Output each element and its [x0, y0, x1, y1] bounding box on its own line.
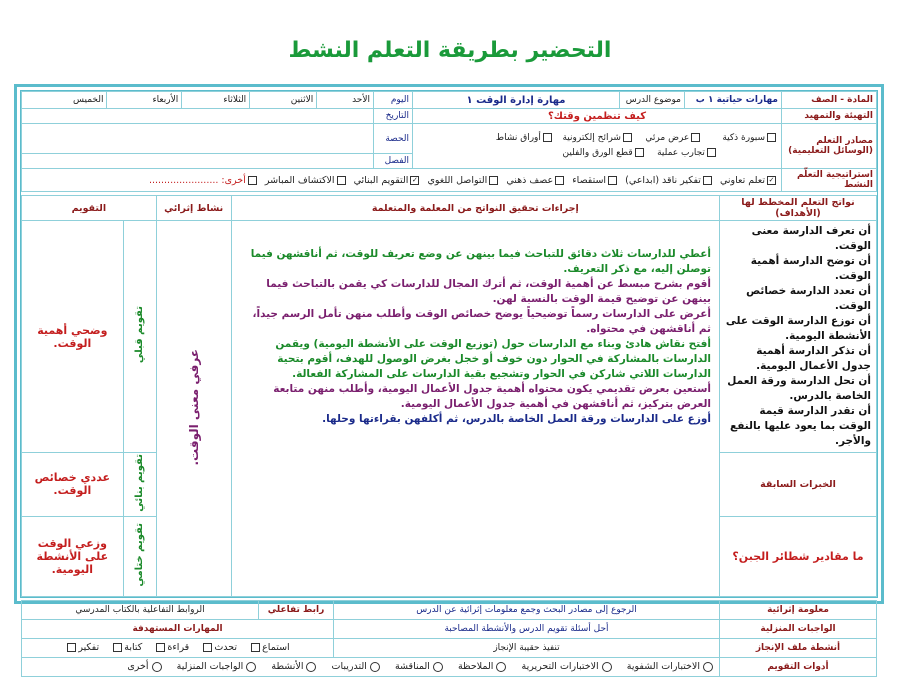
- checkbox-icon[interactable]: [67, 643, 76, 652]
- sources-list: [413, 124, 782, 169]
- interactive-value[interactable]: الروابط التفاعلية بالكتاب المدرسي: [22, 600, 259, 619]
- strategy-item[interactable]: عصف ذهني: [506, 175, 566, 186]
- radio-icon[interactable]: [152, 662, 162, 672]
- procedures-header: إجراءات تحقيق النواتج من المعلمة والمتعلمة: [231, 196, 719, 221]
- checkbox-icon[interactable]: [767, 133, 776, 142]
- skill-item[interactable]: تفكير: [65, 642, 99, 653]
- day-thu: الخميس: [22, 92, 107, 109]
- radio-icon[interactable]: [496, 662, 506, 672]
- source-item[interactable]: قطع الورق والفلين: [563, 148, 646, 158]
- strategy-item[interactable]: ✓تعلم تعاوني: [720, 174, 775, 186]
- checkbox-icon[interactable]: [543, 133, 552, 142]
- skill-item[interactable]: استماع: [249, 642, 290, 653]
- eval-text: عددي خصائص الوقت.: [22, 453, 124, 517]
- objective-item: أن توزع الدارسة الوقت على الأنشطة اليومية.: [725, 315, 871, 342]
- source-item[interactable]: تجارب عملية: [657, 148, 718, 158]
- procedure-item: أفتح نقاش هادئ وبناء مع الدارسات حول (توزيع الوقت على الأنشطة اليومية) ويقمن الدارسات بالمشاركة في الحوار دون خوف أو خجل بغرض الوصول للهدف، أقوم بتحية الدارسات اللاتي شاركن في الحوار وتشجيع بقية الدارسات على المشاركة الفعالة.: [275, 338, 711, 380]
- tool-item[interactable]: الواجبات المنزلية: [177, 661, 260, 672]
- tool-item[interactable]: أخرى: [127, 661, 164, 672]
- objective-item: أن تذكر الدارسة أهمية جدول الأعمال اليومية.: [756, 345, 871, 372]
- subject-value: مهارات حياتية ١ ب: [685, 92, 782, 109]
- checkbox-icon[interactable]: [691, 133, 700, 142]
- activity-cell: [156, 221, 231, 597]
- procedures-cell: [231, 221, 719, 597]
- checkbox-icon[interactable]: [337, 176, 346, 185]
- tool-item[interactable]: الأنشطة: [271, 661, 319, 672]
- checkbox-icon[interactable]: [248, 176, 257, 185]
- checkbox-icon[interactable]: [703, 176, 712, 185]
- radio-icon[interactable]: [703, 662, 713, 672]
- eval-text: وزعي الوقت على الأنشطة اليومية.: [22, 516, 124, 596]
- day-wed: الأربعاء: [107, 92, 182, 109]
- outcomes-header: نواتج التعلم المخطط لها (الأهداف): [720, 196, 877, 221]
- sources-label: مصادر التعلم (الوسائل التعليمية): [782, 124, 877, 169]
- period-cell: [22, 124, 374, 154]
- tools-list: [22, 657, 720, 676]
- date-label: التاريخ: [374, 109, 413, 124]
- homework-value: أحل أسئلة تقويم الدرس والأنشطة المصاحبة: [334, 619, 720, 638]
- skill-item[interactable]: تحدث: [201, 642, 237, 653]
- strategy-item[interactable]: تفكير ناقد (ابداعي): [625, 175, 714, 186]
- radio-icon[interactable]: [433, 662, 443, 672]
- procedure-item: أوزع على الدارسات ورقة العمل الخاصة بالدرس، ثم أكلفهن بقراءتها وحلها.: [322, 413, 711, 425]
- procedure-item: أستعين بعرض تقديمي يكون محتواه أهمية جدول الأعمال اليومية، وأطلب منهن متابعة العرض بتركيز، ثم أناقشهن في أهمية جدول الأعمال اليومية.: [273, 383, 711, 410]
- topic-label: موضوع الدرس: [620, 92, 685, 109]
- lesson-plan-frame: [14, 84, 884, 673]
- checkbox-icon[interactable]: [635, 148, 644, 157]
- class-label: الفصل: [374, 154, 413, 169]
- portfolio-value: تنفيذ حقيبة الإنجاز: [334, 638, 720, 657]
- strategy-item[interactable]: التواصل اللغوي: [427, 175, 500, 186]
- eval-type-cell: [123, 516, 156, 596]
- checkbox-icon[interactable]: [555, 176, 564, 185]
- prior-label: الخبرات السابقة: [720, 453, 877, 517]
- day-mon: الاثنين: [250, 92, 317, 109]
- main-table: [21, 195, 877, 597]
- skill-item[interactable]: كتابة: [111, 642, 142, 653]
- activity-value: عرفي معنى الوقت.: [186, 348, 201, 466]
- strategy-item[interactable]: ✓التقويم البنائي: [353, 174, 418, 186]
- eval-type: تقويم بنائي: [134, 454, 146, 512]
- tool-item[interactable]: الملاحظة: [458, 661, 509, 672]
- procedure-item: أعطي للدارسات ثلاث دقائق للتباحث فيما بينهن عن وضع تعريف للوقت، ثم أناقشهن فيما توصلن إليه، مع ذكر التعريف.: [250, 248, 711, 275]
- source-item[interactable]: شرائح إلكترونية: [562, 133, 633, 143]
- objective-item: أن تقدر الدارسة قيمة الوقت بما يعود عليها بالنفع والأجر.: [730, 405, 871, 447]
- tool-item[interactable]: الاختبارات التحريرية: [522, 661, 615, 672]
- eval-type: تقويم قبلي: [134, 306, 146, 364]
- day-label: اليوم: [374, 92, 413, 109]
- topic-value: مهارة إدارة الوقت ١: [413, 92, 620, 109]
- enrich-value: الرجوع إلى مصادر البحث وجمع معلومات إثرائية عن الدرس: [334, 600, 720, 619]
- eval-type-cell: [123, 221, 156, 453]
- intro-label: التهيئة والتمهيد: [782, 109, 877, 124]
- radio-icon[interactable]: [602, 662, 612, 672]
- checked-box-icon[interactable]: ✓: [411, 175, 418, 184]
- class-cell: [22, 154, 374, 169]
- checkbox-icon[interactable]: [113, 643, 122, 652]
- objective-item: أن تحل الدارسة ورقة العمل الخاصة بالدرس.: [727, 375, 871, 402]
- strategies-list: [22, 169, 782, 192]
- date-cell: [22, 109, 374, 124]
- activity-header: نشاط إثرائي: [156, 196, 231, 221]
- homework-label: الواجبات المنزلية: [720, 619, 877, 638]
- day-sun: الأحد: [317, 92, 374, 109]
- checkbox-icon[interactable]: [608, 176, 617, 185]
- eval-type-cell: [123, 453, 156, 517]
- tool-item[interactable]: التدريبات: [332, 661, 383, 672]
- portfolio-label: أنشطة ملف الإنجاز: [720, 638, 877, 657]
- objective-item: أن توضح الدارسة أهمية الوقت.: [750, 255, 871, 282]
- objectives-cell: [720, 221, 877, 453]
- checkbox-icon[interactable]: [251, 643, 260, 652]
- checkbox-icon[interactable]: [623, 133, 632, 142]
- procedure-item: أقوم بشرح مبسط عن أهمية الوقت، ثم أترك المجال للدارسات كي يقمن بالتباحث فيما بينهن عن توضيح قيمة الوقت بالنسبة لهن.: [266, 278, 711, 305]
- strategy-item[interactable]: أخرى: .......................: [149, 175, 259, 186]
- strategy-item[interactable]: استقصاء: [572, 175, 619, 186]
- checkbox-icon[interactable]: [489, 176, 498, 185]
- checkbox-icon[interactable]: [203, 643, 212, 652]
- radio-icon[interactable]: [306, 662, 316, 672]
- eval-text: وضحي أهمية الوقت.: [22, 221, 124, 453]
- day-tue: الثلاثاء: [182, 92, 250, 109]
- enrich-label: معلومة إثرائية: [720, 600, 877, 619]
- radio-icon[interactable]: [370, 662, 380, 672]
- page-title: التحضير بطريقة التعلم النشط: [288, 38, 612, 63]
- header-table: [21, 91, 877, 192]
- source-item[interactable]: أوراق نشاط: [496, 133, 554, 143]
- skills-list: [22, 638, 334, 657]
- subject-label: المادة - الصف: [782, 92, 877, 109]
- eval-type: تقويم ختامي: [134, 522, 146, 587]
- radio-icon[interactable]: [246, 662, 256, 672]
- evaluation-header: التقويم: [22, 196, 157, 221]
- skill-item[interactable]: قراءة: [154, 642, 189, 653]
- tool-item[interactable]: الاختبارات الشفوية: [627, 661, 716, 672]
- source-item[interactable]: عرض مرئي: [645, 133, 702, 143]
- objective-item: أن تعدد الدارسة خصائص الوقت.: [746, 285, 871, 312]
- skills-label: المهارات المستهدفة: [22, 619, 334, 638]
- period-label: الحصة: [374, 124, 413, 154]
- tool-item[interactable]: المناقشة: [395, 661, 446, 672]
- source-item[interactable]: سبورة ذكية: [722, 133, 778, 143]
- interactive-label: رابط تفاعلي: [259, 600, 334, 619]
- objective-item: أن تعرف الدارسة معنى الوقت.: [751, 225, 871, 252]
- strategy-label: استراتيجية التعلّم النشط: [782, 169, 877, 192]
- checkbox-icon[interactable]: [156, 643, 165, 652]
- intro-value: كيف تنظمين وقتك؟: [413, 109, 782, 124]
- strategy-item[interactable]: الاكتشاف المباشر: [265, 175, 348, 186]
- tools-label: أدوات التقويم: [720, 657, 877, 676]
- checked-box-icon[interactable]: ✓: [768, 175, 775, 184]
- prior-value: ما مقادير شطائر الجبن؟: [720, 516, 877, 596]
- procedure-item: أعرض على الدارسات رسماً توضيحياً يوضح خصائص الوقت وأطلب منهن تأمل الرسم جيداً، ثم أناقشهن في محتواه.: [252, 308, 711, 335]
- checkbox-icon[interactable]: [707, 148, 716, 157]
- footer-table: [21, 600, 877, 677]
